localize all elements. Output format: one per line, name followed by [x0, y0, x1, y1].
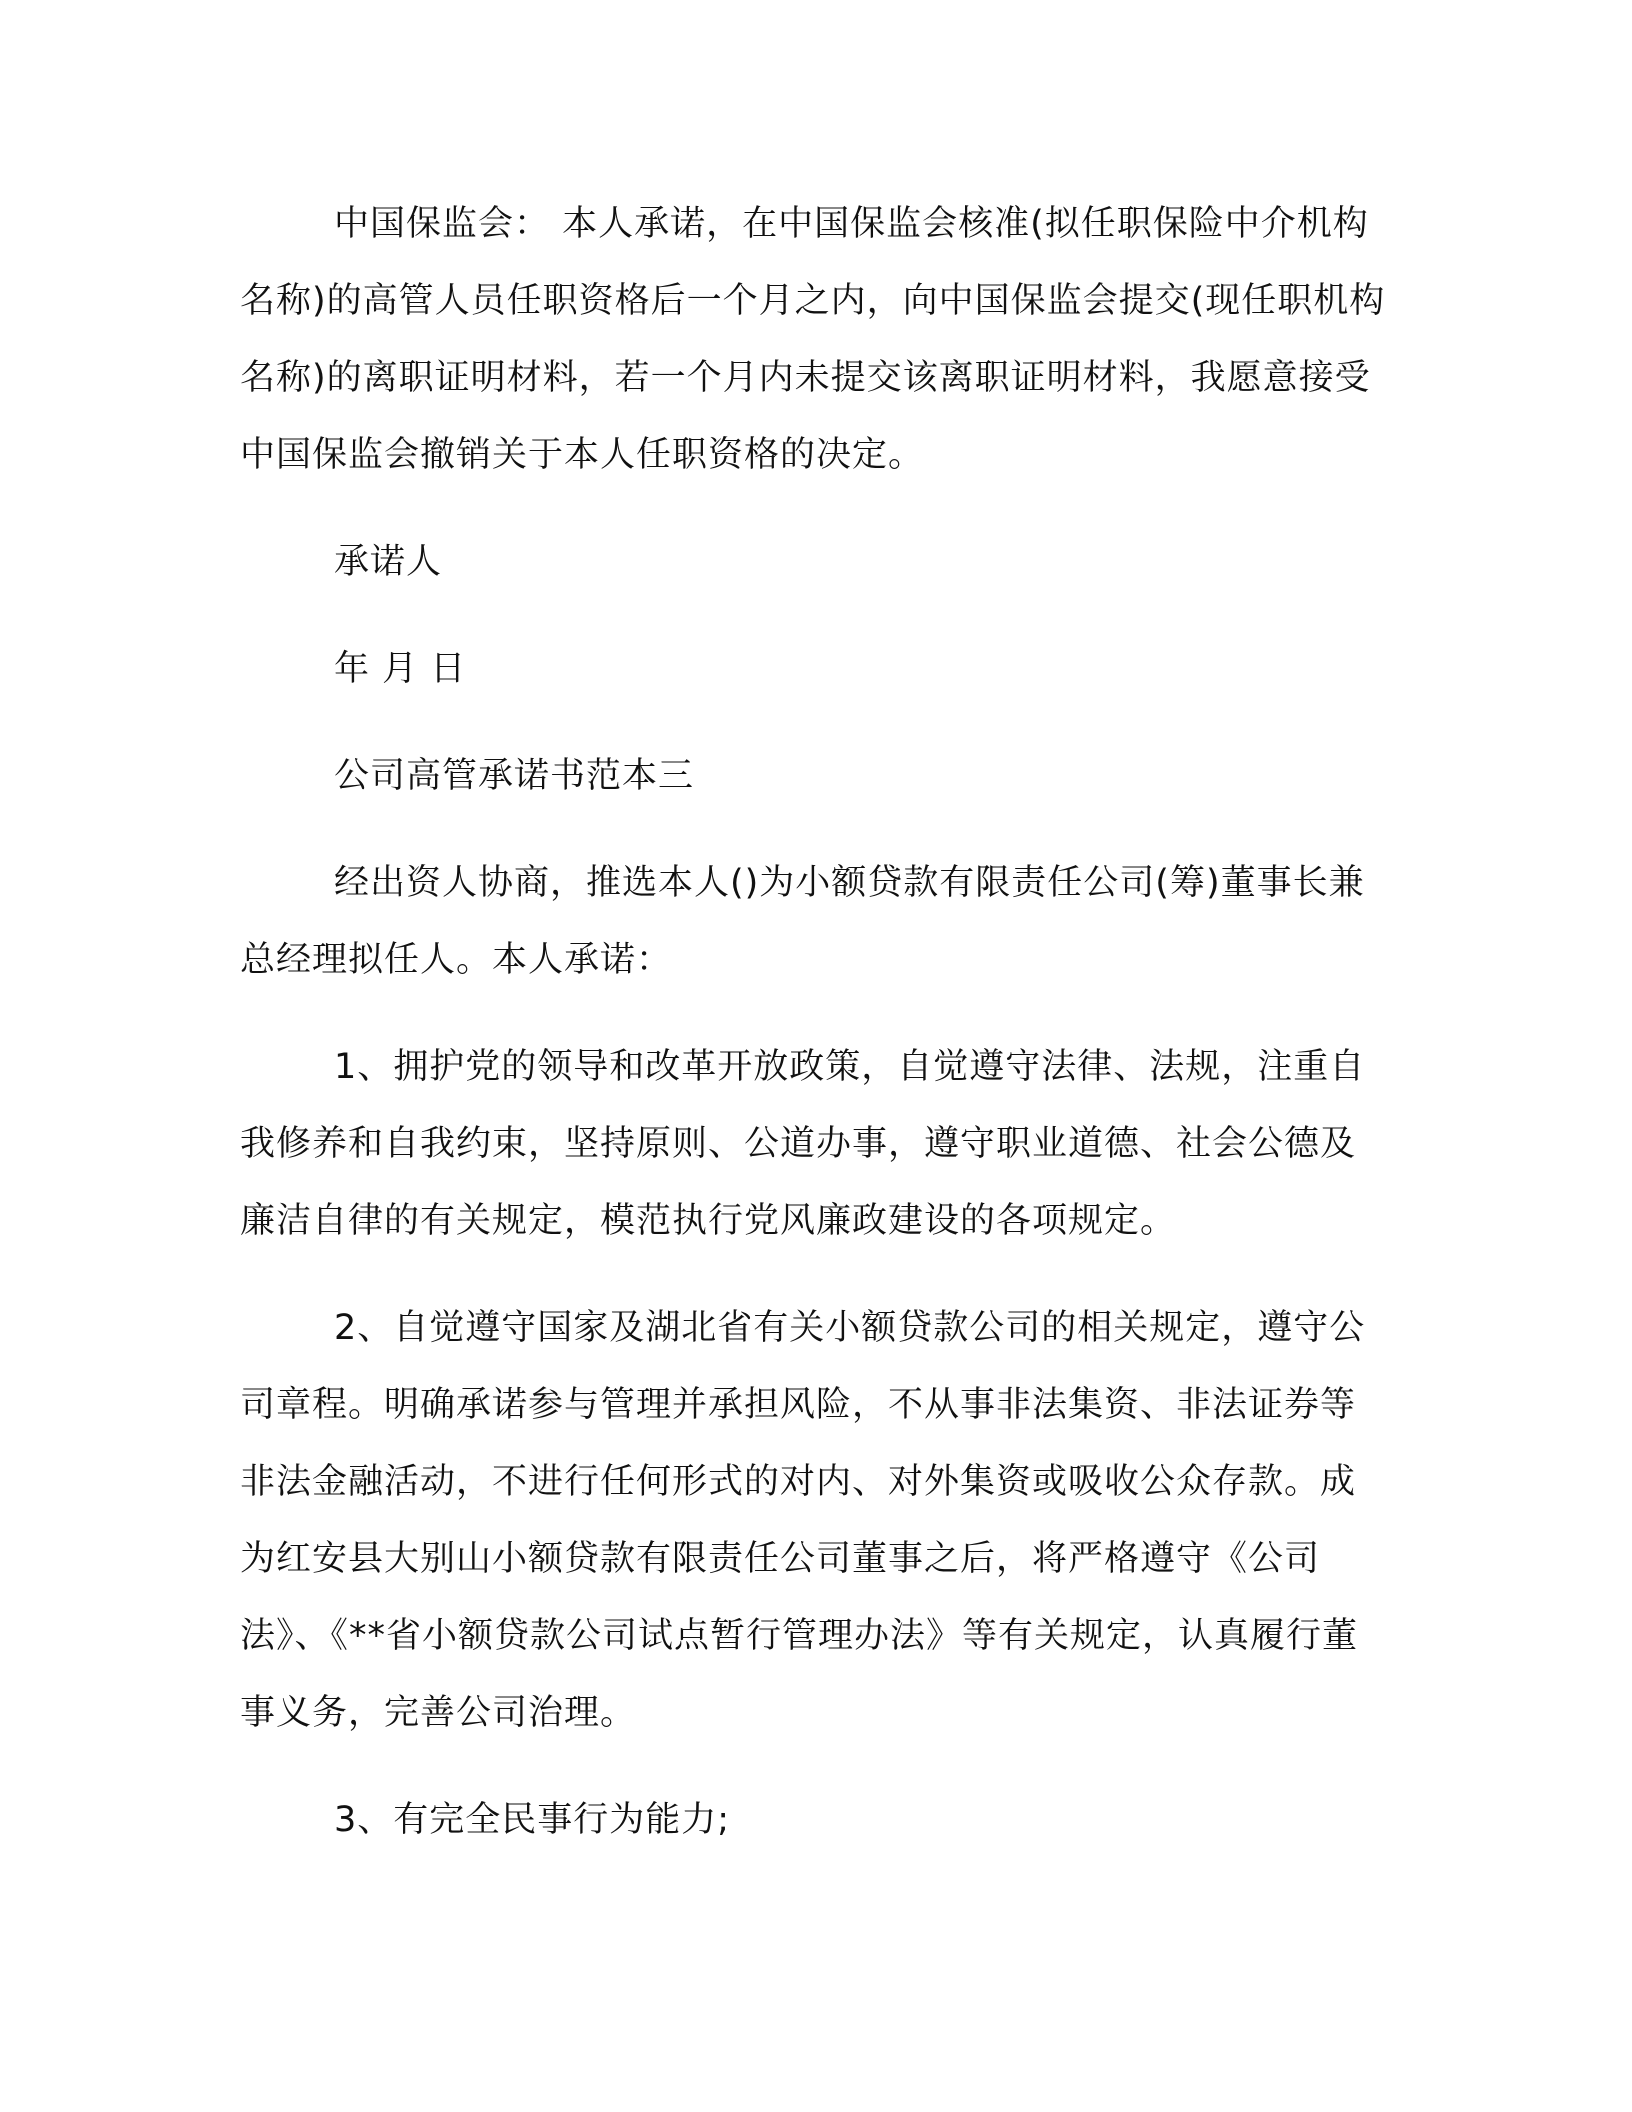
document-body	[240, 186, 1390, 1859]
intro-paragraph: 经出资人协商，推选本人()为小额贷款有限责任公司(筹)董事长兼总经理拟任人。本人承诺：	[240, 863, 1365, 980]
clause-1: 1、拥护党的领导和改革开放政策，自觉遵守法律、法规，注重自我修养和自我约束，坚持原则、公道办事，遵守职业道德、社会公德及廉洁自律的有关规定，模范执行党风廉政建设的各项规定。	[240, 1047, 1366, 1241]
clause-3: 3、有完全民事行为能力;	[334, 1800, 731, 1840]
commitment-paragraph: 中国保监会： 本人承诺，在中国保监会核准(拟任职保险中介机构名称)的高管人员任职资格后一个月之内，向中国保监会提交(现任职机构名称)的离职证明材料，若一个月内未提交该离职证明材料，我愿意接受中国保监会撤销关于本人任职资格的决定。	[240, 204, 1386, 475]
clause-2: 2、自觉遵守国家及湖北省有关小额贷款公司的相关规定，遵守公司章程。明确承诺参与管理并承担风险，不从事非法集资、非法证券等非法金融活动，不进行任何形式的对内、对外集资或吸收公众存款。成为红安县大别山小额贷款有限责任公司董事之后，将严格遵守《公司法》、《**省小额贷款公司试点暂行管理办法》等有关规定，认真履行董事义务，完善公司治理。	[240, 1308, 1366, 1733]
section-title: 公司高管承诺书范本三	[334, 756, 695, 796]
date-line: 年 月 日	[334, 649, 467, 689]
promisor-label: 承诺人	[334, 542, 443, 582]
